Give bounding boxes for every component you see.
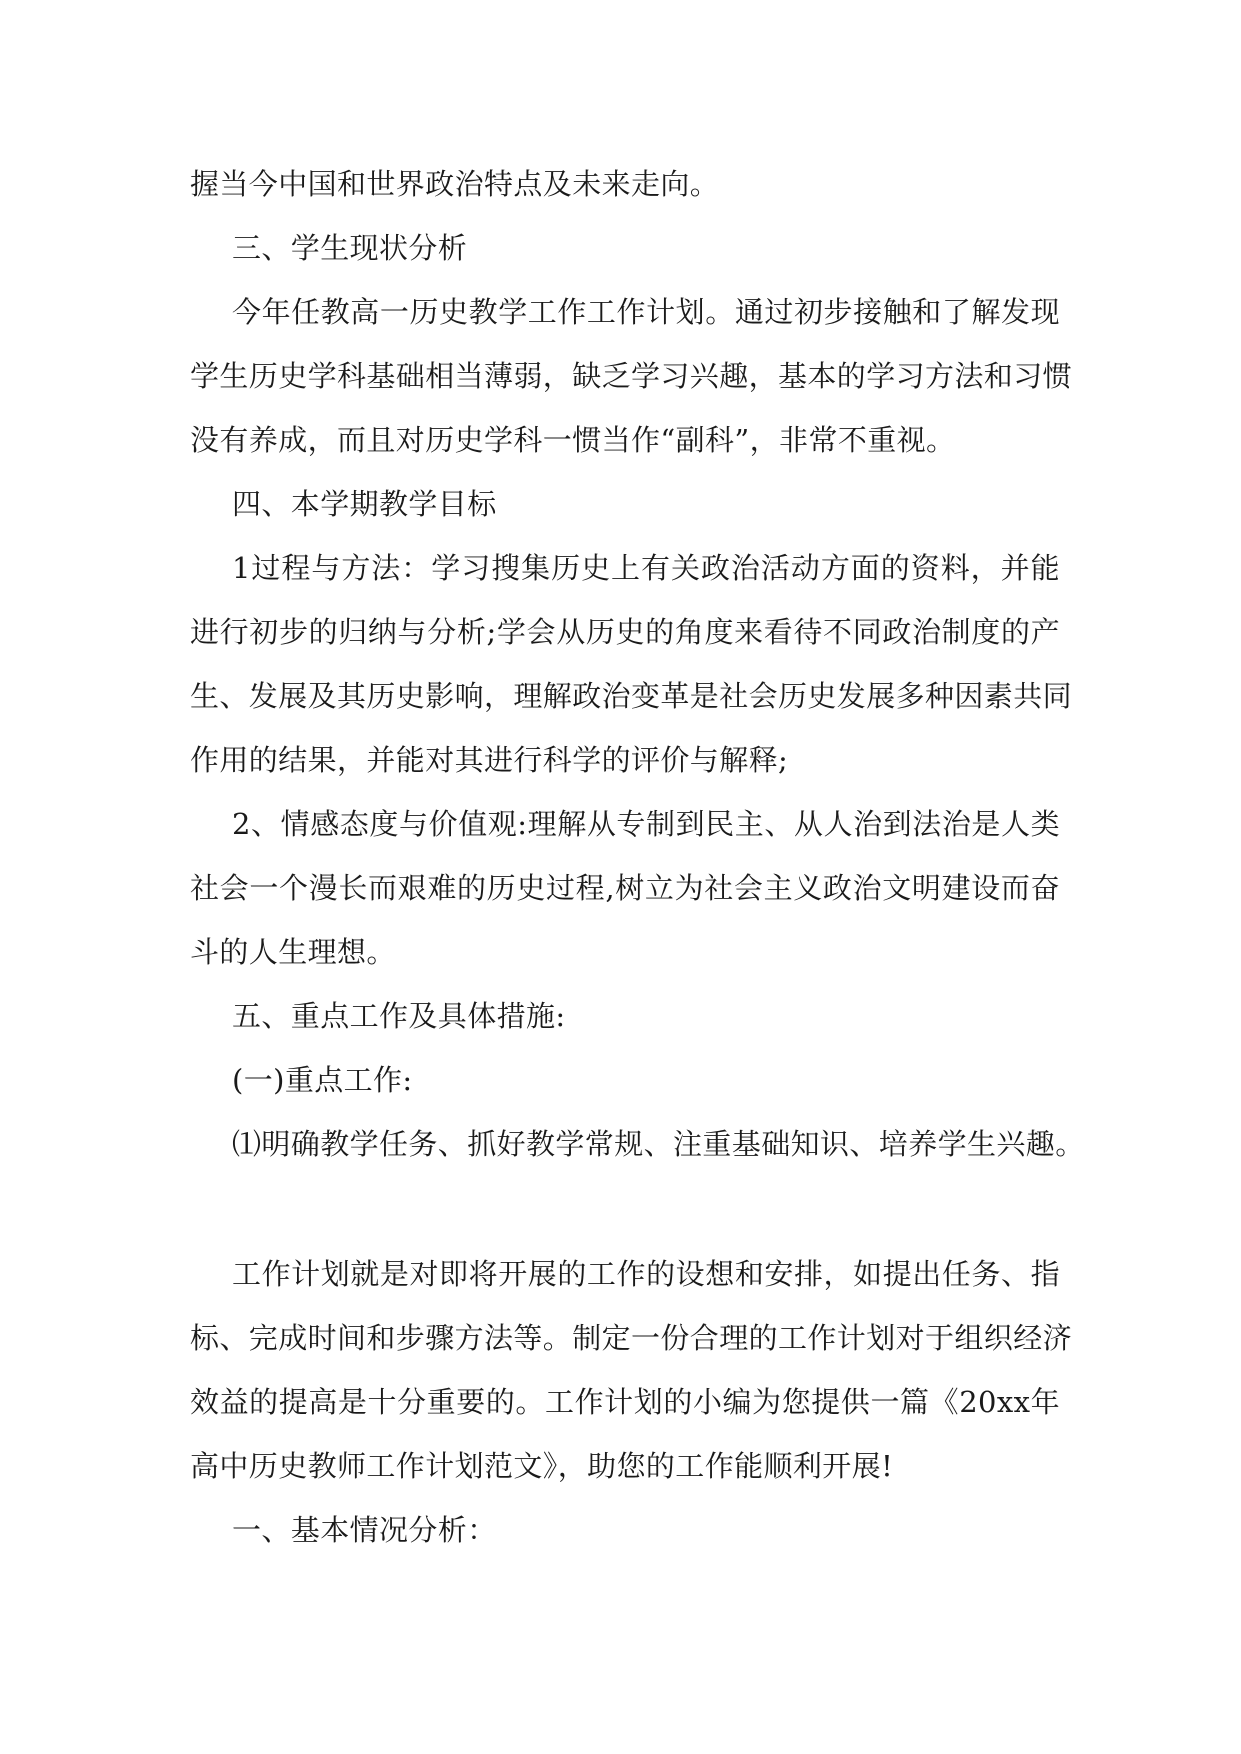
section-heading: 五、重点工作及具体措施: bbox=[232, 999, 566, 1033]
text-line: 工作计划就是对即将开展的工作的设想和安排，如提出任务、指 bbox=[232, 1257, 1060, 1291]
text-line: 社会一个漫长而艰难的历史过程,树立为社会主义政治文明建设而奋 bbox=[190, 871, 1060, 905]
text-line: 握当今中国和世界政治特点及未来走向。 bbox=[190, 167, 720, 201]
section-heading: 三、学生现状分析 bbox=[232, 231, 468, 265]
text-line: 没有养成，而且对历史学科一惯当作“副科”，非常不重视。 bbox=[190, 423, 956, 457]
text-line: 斗的人生理想。 bbox=[190, 935, 396, 969]
text-line: ⑴明确教学任务、抓好教学常规、注重基础知识、培养学生兴趣。 bbox=[232, 1127, 1085, 1161]
text-line: 进行初步的归纳与分析;学会从历史的角度来看待不同政治制度的产 bbox=[190, 615, 1060, 649]
text-line: 高中历史教师工作计划范文》，助您的工作能顺利开展! bbox=[190, 1449, 894, 1483]
section-heading: 四、本学期教学目标 bbox=[232, 487, 497, 521]
text-line: 作用的结果，并能对其进行科学的评价与解释; bbox=[190, 743, 789, 777]
text-line: 标、完成时间和步骤方法等。制定一份合理的工作计划对于组织经济 bbox=[190, 1321, 1073, 1355]
text-line: 2、情感态度与价值观:理解从专制到民主、从人治到法治是人类 bbox=[232, 807, 1060, 841]
text-line: 1过程与方法：学习搜集历史上有关政治活动方面的资料，并能 bbox=[232, 551, 1060, 585]
text-line: 生、发展及其历史影响，理解政治变革是社会历史发展多种因素共同 bbox=[190, 679, 1073, 713]
text-line: 学生历史学科基础相当薄弱，缺乏学习兴趣，基本的学习方法和习惯 bbox=[190, 359, 1073, 393]
text-line: 今年任教高一历史教学工作工作计划。通过初步接触和了解发现 bbox=[232, 295, 1060, 329]
section-heading: 一、基本情况分析： bbox=[232, 1513, 497, 1547]
subsection-heading: (一)重点工作: bbox=[232, 1063, 413, 1097]
text-line: 效益的提高是十分重要的。工作计划的小编为您提供一篇《20xx年 bbox=[190, 1385, 1060, 1419]
